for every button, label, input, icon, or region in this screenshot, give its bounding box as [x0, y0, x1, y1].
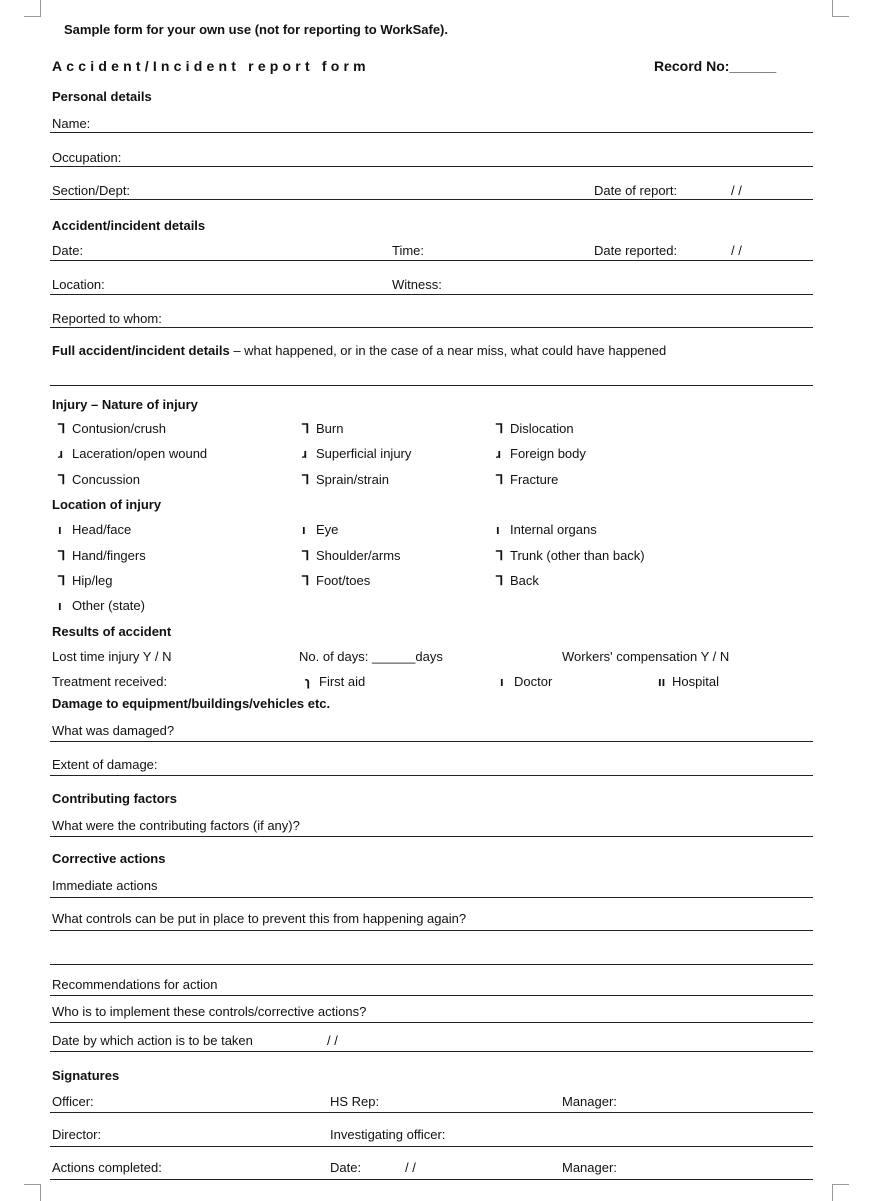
reported-to-line[interactable]: [50, 327, 813, 328]
full-details-rest: – what happened, or in the case of a near miss, what could have happened: [229, 343, 667, 358]
checkbox-icon[interactable]: ɹ: [58, 446, 64, 461]
extent-damage-label: Extent of damage:: [52, 757, 158, 772]
director-label: Director:: [52, 1127, 102, 1142]
manager-label-1: Manager:: [562, 1094, 617, 1109]
results-heading: Results of accident: [52, 624, 172, 639]
checkbox-icon[interactable]: ⅂: [58, 573, 66, 588]
checkbox-item-fracture[interactable]: ⅂ Fracture: [496, 472, 559, 487]
location-label: Location:: [52, 277, 105, 292]
checkbox-item-laceration[interactable]: ɹ Laceration/open wound: [58, 446, 208, 461]
date-reported-slashes: / /: [731, 243, 742, 258]
who-implement-label: Who is to implement these controls/corrective actions?: [52, 1004, 367, 1019]
checkbox-icon[interactable]: ⅂: [496, 472, 504, 487]
location-line[interactable]: [50, 294, 813, 295]
checkbox-item-other[interactable]: ı Other (state): [58, 598, 145, 613]
contributing-heading: Contributing factors: [52, 791, 177, 806]
checkbox-item-head[interactable]: ı Head/face: [58, 522, 132, 537]
date-by-line[interactable]: [50, 1051, 813, 1052]
extent-damage-line[interactable]: [50, 775, 813, 776]
checkbox-item-eye[interactable]: ı Eye: [302, 522, 339, 537]
checkbox-icon[interactable]: ı: [302, 522, 306, 537]
header-note: Sample form for your own use (not for reporting to WorkSafe).: [64, 22, 449, 37]
form-title: Accident/Incident report form: [52, 58, 370, 74]
personal-details-heading: Personal details: [52, 89, 152, 104]
corrective-heading: Corrective actions: [52, 851, 166, 866]
officer-label: Officer:: [52, 1094, 94, 1109]
checkbox-item-foreign-body[interactable]: ɹ Foreign body: [496, 446, 586, 461]
occupation-line[interactable]: [50, 166, 813, 167]
reported-to-label: Reported to whom:: [52, 311, 162, 326]
checkbox-item-hospital[interactable]: ıı Hospital: [658, 674, 719, 689]
no-days-label[interactable]: No. of days: ______days: [299, 649, 443, 664]
checkbox-icon[interactable]: ⅂: [302, 573, 310, 588]
checkbox-item-first-aid[interactable]: ɿ First aid: [305, 674, 366, 689]
checkbox-item-superficial[interactable]: ɹ Superficial injury: [302, 446, 412, 461]
checkbox-icon[interactable]: ɿ: [305, 674, 311, 689]
recommendations-line[interactable]: [50, 995, 813, 996]
investigating-officer-label: Investigating officer:: [330, 1127, 446, 1142]
contributing-question: What were the contributing factors (if any)?: [52, 818, 300, 833]
checkbox-icon[interactable]: ⅂: [496, 573, 504, 588]
director-line[interactable]: [50, 1146, 813, 1147]
sign-date-slashes: / /: [405, 1160, 416, 1175]
checkbox-icon[interactable]: ⅂: [496, 548, 504, 563]
full-details-line[interactable]: [50, 385, 813, 386]
date-of-report-slashes: / /: [731, 183, 742, 198]
checkbox-icon[interactable]: ıı: [658, 674, 666, 689]
record-number: Record No:______: [654, 58, 777, 74]
witness-label: Witness:: [392, 277, 442, 292]
checkbox-icon[interactable]: ⅂: [302, 472, 310, 487]
workers-comp-label[interactable]: Workers' compensation Y / N: [562, 649, 730, 664]
checkbox-icon[interactable]: ı: [58, 522, 62, 537]
checkbox-item-back[interactable]: ⅂ Back: [496, 573, 539, 588]
checkbox-item-hip[interactable]: ⅂ Hip/leg: [58, 573, 113, 588]
occupation-label: Occupation:: [52, 150, 122, 165]
checkbox-item-doctor[interactable]: ı Doctor: [500, 674, 553, 689]
name-line[interactable]: [50, 132, 813, 133]
checkbox-item-sprain[interactable]: ⅂ Sprain/strain: [302, 472, 389, 487]
checkbox-item-hand[interactable]: ⅂ Hand/fingers: [58, 548, 146, 563]
section-label: Section/Dept:: [52, 183, 131, 198]
location-injury-heading: Location of injury: [52, 497, 162, 512]
checkbox-icon[interactable]: ⅂: [302, 548, 310, 563]
what-damaged-line[interactable]: [50, 741, 813, 742]
date-of-report-label: Date of report:: [594, 183, 678, 198]
sign-date-label: Date:: [330, 1160, 362, 1175]
checkbox-icon[interactable]: ı: [58, 598, 62, 613]
crop-mark-bottom-right: [832, 1184, 849, 1201]
checkbox-item-trunk[interactable]: ⅂ Trunk (other than back): [496, 548, 645, 563]
checkbox-icon[interactable]: ɹ: [302, 446, 308, 461]
lost-time-label[interactable]: Lost time injury Y / N: [52, 649, 172, 664]
crop-mark-top-right: [832, 0, 849, 17]
full-details-bold: Full accident/incident details: [52, 343, 230, 358]
checkbox-icon[interactable]: ı: [496, 522, 500, 537]
actions-completed-label: Actions completed:: [52, 1160, 162, 1175]
checkbox-icon[interactable]: ⅂: [302, 421, 310, 436]
nature-injury-heading: Injury – Nature of injury: [52, 397, 198, 412]
date-label: Date:: [52, 243, 84, 258]
checkbox-icon[interactable]: ⅂: [58, 548, 66, 563]
full-details-label: [52, 343, 666, 358]
time-label: Time:: [392, 243, 425, 258]
recommendations-label: Recommendations for action: [52, 977, 218, 992]
checkbox-icon[interactable]: ɹ: [496, 446, 502, 461]
treatment-label: Treatment received:: [52, 674, 168, 689]
checkbox-item-concussion[interactable]: ⅂ Concussion: [58, 472, 140, 487]
accident-details-heading: Accident/incident details: [52, 218, 206, 233]
contributing-line[interactable]: [50, 836, 813, 837]
signatures-heading: Signatures: [52, 1068, 120, 1083]
checkbox-icon[interactable]: ⅂: [58, 472, 66, 487]
date-by-label: Date by which action is to be taken: [52, 1033, 253, 1048]
checkbox-item-contusion[interactable]: ⅂ Contusion/crush: [58, 421, 166, 436]
who-implement-line[interactable]: [50, 1022, 813, 1023]
checkbox-item-burn[interactable]: ⅂ Burn: [302, 421, 344, 436]
what-damaged-label: What was damaged?: [52, 723, 175, 738]
crop-mark-top-left: [24, 0, 41, 17]
date-by-slashes: / /: [327, 1033, 338, 1048]
hs-rep-label: HS Rep:: [330, 1094, 380, 1109]
immediate-actions-line[interactable]: [50, 897, 813, 898]
date-line[interactable]: [50, 260, 813, 261]
controls-line-1[interactable]: [50, 930, 813, 931]
officer-line[interactable]: [50, 1112, 813, 1113]
immediate-actions-label: Immediate actions: [52, 878, 158, 893]
section-line[interactable]: [50, 199, 813, 200]
actions-completed-line[interactable]: [50, 1179, 813, 1180]
checkbox-icon[interactable]: ⅂: [58, 421, 66, 436]
manager-label-2: Manager:: [562, 1160, 617, 1175]
checkbox-item-shoulder[interactable]: ⅂ Shoulder/arms: [302, 548, 401, 563]
controls-line-2[interactable]: [50, 964, 813, 965]
checkbox-item-internal[interactable]: ı Internal organs: [496, 522, 597, 537]
checkbox-icon[interactable]: ı: [500, 674, 504, 689]
date-reported-label: Date reported:: [594, 243, 678, 258]
checkbox-item-foot[interactable]: ⅂ Foot/toes: [302, 573, 371, 588]
controls-question: What controls can be put in place to prevent this from happening again?: [52, 911, 467, 926]
crop-mark-bottom-left: [24, 1184, 41, 1201]
checkbox-item-dislocation[interactable]: ⅂ Dislocation: [496, 421, 574, 436]
checkbox-icon[interactable]: ⅂: [496, 421, 504, 436]
name-label: Name:: [52, 116, 91, 131]
damage-heading: Damage to equipment/buildings/vehicles etc.: [52, 696, 331, 711]
